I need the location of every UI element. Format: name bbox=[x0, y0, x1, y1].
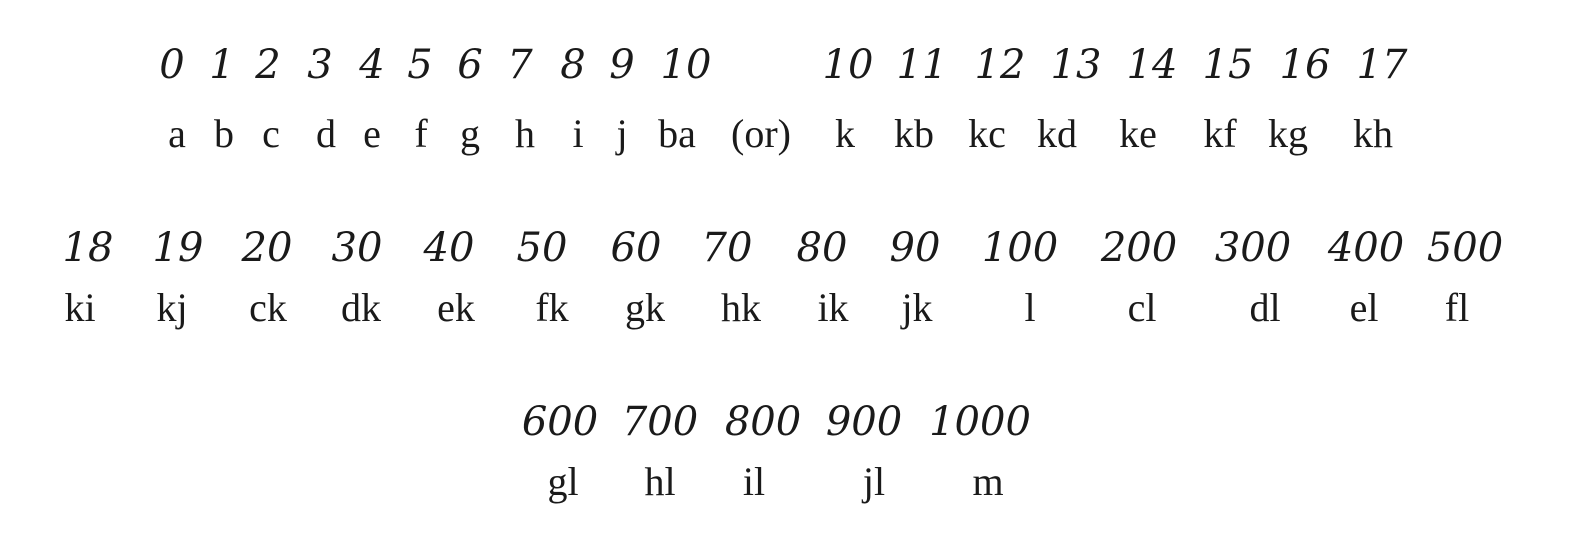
letter: cl bbox=[1127, 285, 1157, 330]
numeral: 15 bbox=[1202, 42, 1254, 88]
numeral: 500 bbox=[1426, 225, 1504, 271]
letter: b bbox=[214, 111, 234, 156]
numeral: 5 bbox=[407, 42, 433, 88]
letter: fk bbox=[535, 285, 569, 330]
numeral: 8 bbox=[560, 42, 586, 88]
letter: h bbox=[515, 111, 535, 156]
letter: fl bbox=[1444, 285, 1470, 330]
letter: ik bbox=[817, 285, 849, 330]
letter: e bbox=[363, 111, 381, 156]
numeral: 700 bbox=[621, 399, 699, 445]
letter: l bbox=[1024, 285, 1036, 330]
numeral: 600 bbox=[521, 399, 599, 445]
letter: hk bbox=[721, 285, 761, 330]
letter: ba bbox=[658, 111, 696, 156]
numeral: 19 bbox=[152, 225, 204, 271]
numeral: 17 bbox=[1356, 42, 1408, 88]
letter: ki bbox=[64, 285, 96, 330]
numeral: 13 bbox=[1050, 42, 1102, 88]
numeral: 20 bbox=[241, 225, 293, 271]
numeral: 1 bbox=[209, 42, 235, 88]
letter: kc bbox=[968, 111, 1006, 156]
letter: kh bbox=[1353, 111, 1393, 156]
numeral: 9 bbox=[609, 42, 635, 88]
numeral: 10 bbox=[660, 42, 712, 88]
numeral: 6 bbox=[457, 42, 483, 88]
letter: jk bbox=[901, 285, 933, 330]
numeral: 4 bbox=[359, 42, 385, 88]
letter: kf bbox=[1203, 111, 1237, 156]
letter: hl bbox=[644, 459, 676, 504]
letter: (or) bbox=[731, 111, 791, 156]
letter: ek bbox=[437, 285, 475, 330]
numeral: 50 bbox=[516, 225, 568, 271]
letter: jl bbox=[862, 459, 886, 504]
letter: d bbox=[316, 111, 336, 156]
letter: a bbox=[168, 111, 186, 156]
numeral: 70 bbox=[701, 225, 753, 271]
numeral: 7 bbox=[507, 42, 533, 88]
numeral: 100 bbox=[981, 225, 1059, 271]
letter: g bbox=[460, 111, 480, 156]
numeral: 2 bbox=[255, 42, 281, 88]
letter: i bbox=[572, 111, 584, 156]
letter: kj bbox=[156, 285, 188, 330]
numeral: 80 bbox=[796, 225, 848, 271]
numeral: 10 bbox=[822, 42, 874, 88]
numeral: 40 bbox=[423, 225, 475, 271]
letter: gk bbox=[625, 285, 665, 330]
numeral: 11 bbox=[896, 42, 948, 88]
letter: j bbox=[616, 111, 628, 156]
numeral: 18 bbox=[62, 225, 114, 271]
numeral: 60 bbox=[610, 225, 662, 271]
letter: gl bbox=[547, 459, 579, 504]
letter: kg bbox=[1268, 111, 1308, 156]
letter: il bbox=[742, 459, 766, 504]
letter: m bbox=[972, 459, 1004, 504]
numeral: 90 bbox=[889, 225, 941, 271]
letter: dk bbox=[341, 285, 381, 330]
numeral: 200 bbox=[1100, 225, 1178, 271]
numeral: 14 bbox=[1126, 42, 1178, 88]
numeral: 1000 bbox=[929, 399, 1031, 445]
letter: kd bbox=[1037, 111, 1077, 156]
numeral: 300 bbox=[1214, 225, 1292, 271]
numeral: 3 bbox=[307, 42, 333, 88]
numeral: 12 bbox=[974, 42, 1026, 88]
numeral: 400 bbox=[1327, 225, 1405, 271]
letter: c bbox=[262, 111, 280, 156]
letter: kb bbox=[894, 111, 934, 156]
letter: ck bbox=[249, 285, 287, 330]
numeral: 16 bbox=[1279, 42, 1331, 88]
numeral: 30 bbox=[331, 225, 383, 271]
letter: f bbox=[414, 111, 428, 156]
numeral: 0 bbox=[159, 42, 185, 88]
letter: el bbox=[1349, 285, 1379, 330]
letter: dl bbox=[1249, 285, 1281, 330]
numeral: 800 bbox=[724, 399, 802, 445]
numeral: 900 bbox=[825, 399, 903, 445]
letter: ke bbox=[1119, 111, 1157, 156]
letter: k bbox=[835, 111, 855, 156]
